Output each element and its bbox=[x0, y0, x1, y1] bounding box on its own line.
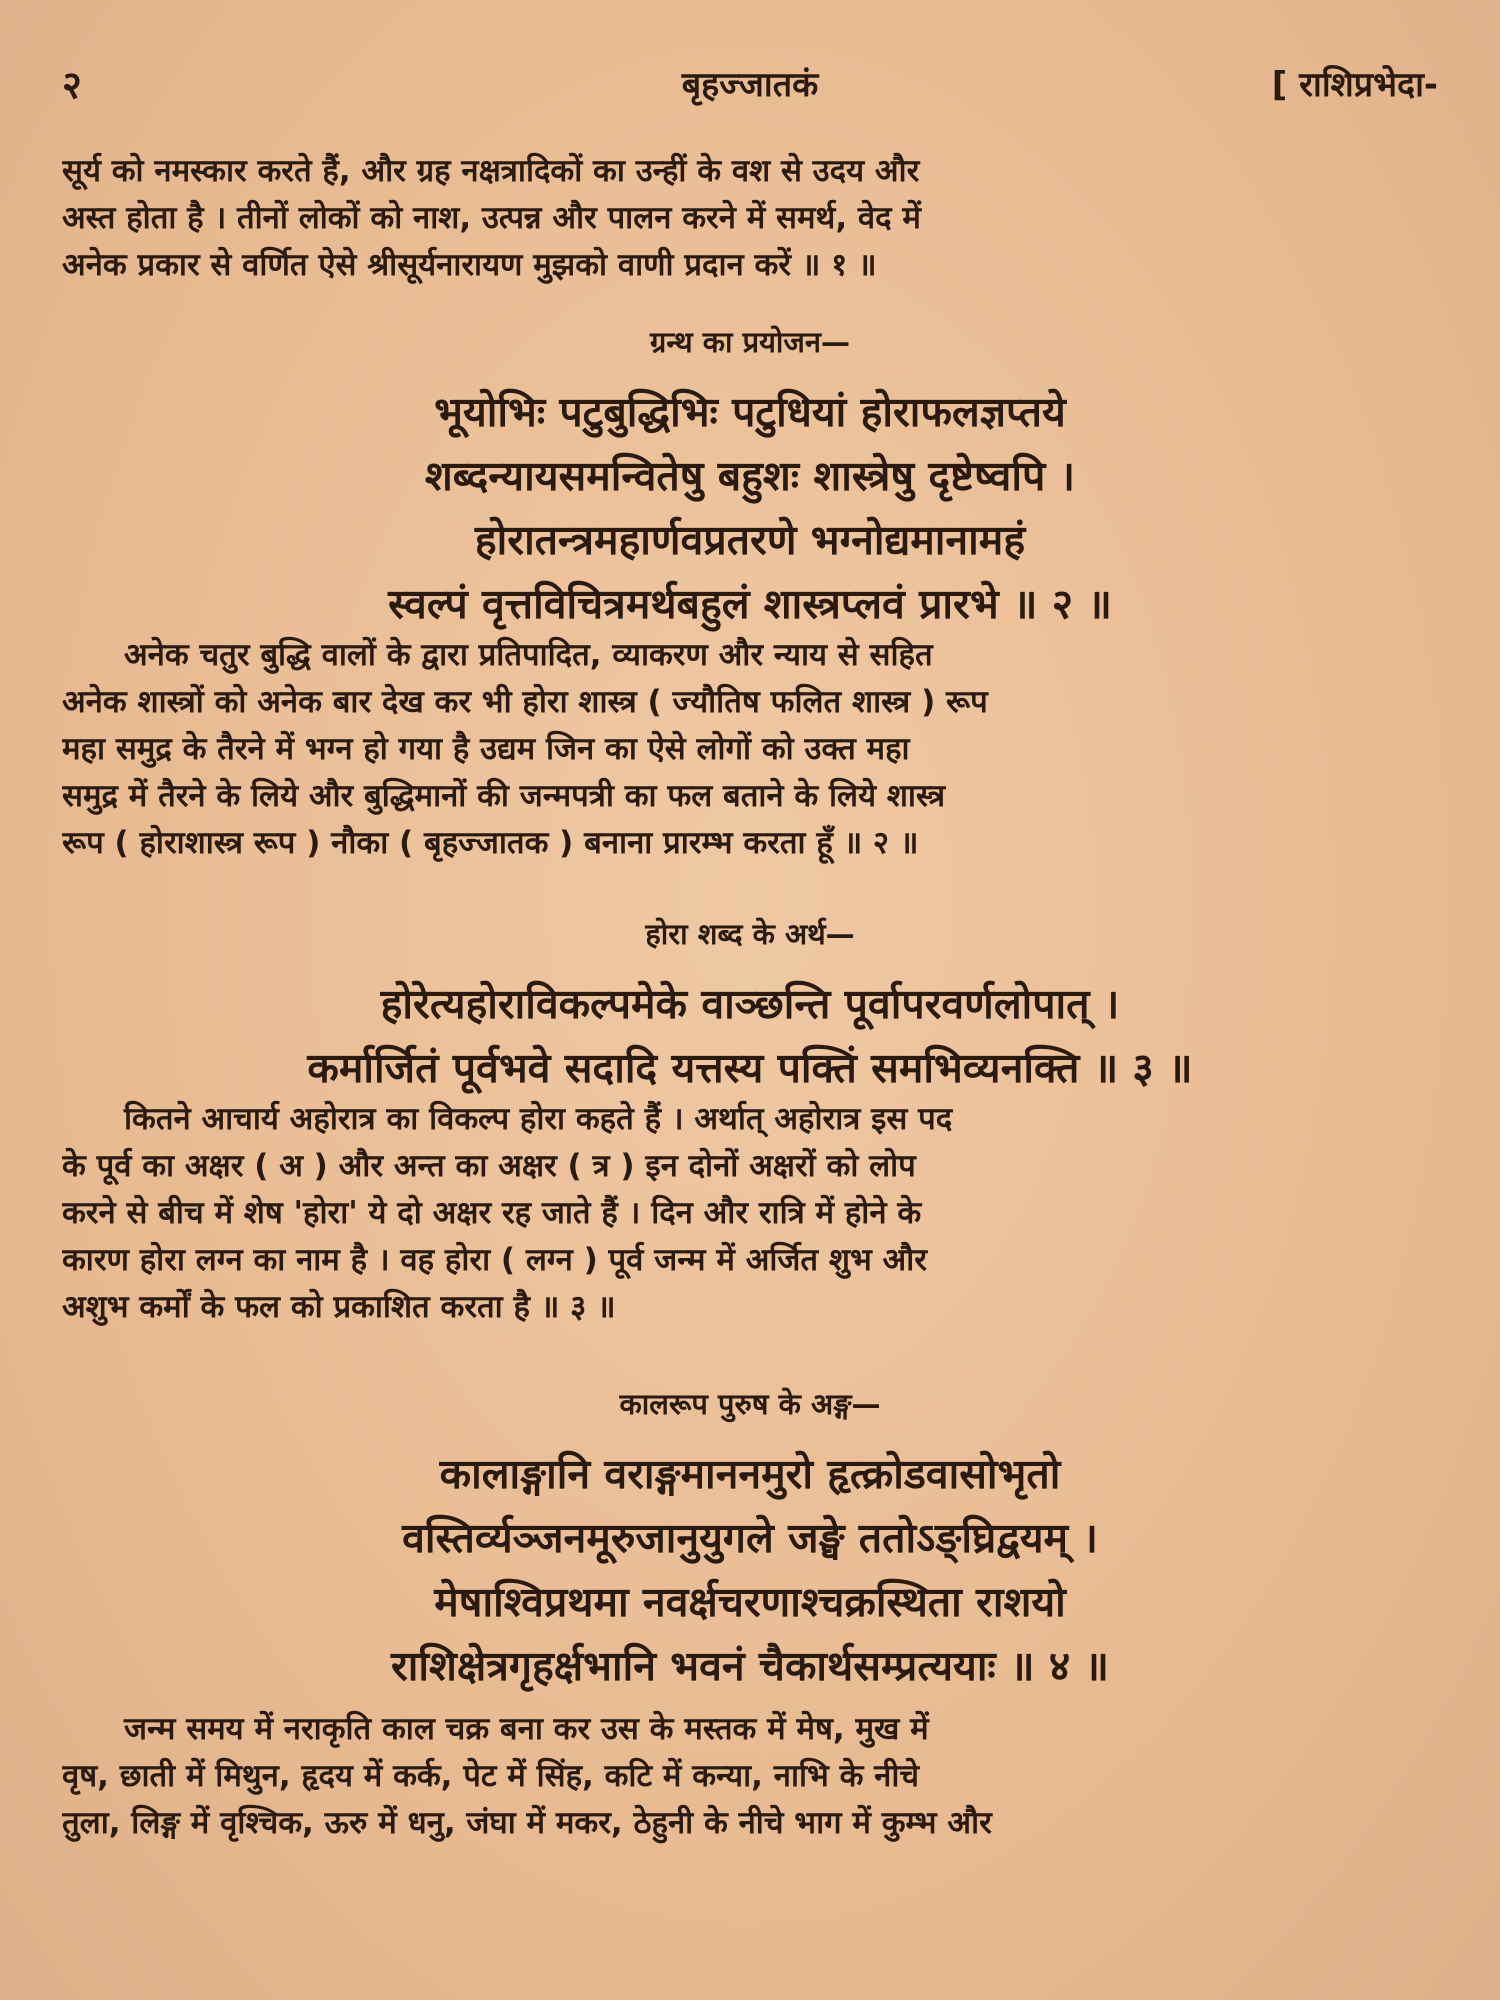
text-line: तुला, लिङ्ग में वृश्चिक, ऊरु में धनु, जंघा में मकर, ठेहुनी के नीचे भाग में कुम्भ और bbox=[62, 1805, 992, 1841]
text-line: कारण होरा लग्न का नाम है । वह होरा ( लग्न ) पूर्व जन्म में अर्जित शुभ और bbox=[62, 1242, 927, 1278]
text-line: अनेक चतुर बुद्धि वालों के द्वारा प्रतिपादित, व्याकरण और न्याय से सहित bbox=[124, 637, 933, 673]
verse-2 bbox=[62, 380, 1438, 636]
text-line: वृष, छाती में मिथुन, हृदय में कर्क, पेट में सिंह, कटि में कन्या, नाभि के नीचे bbox=[62, 1758, 920, 1794]
paragraph-3 bbox=[62, 1096, 1438, 1331]
verse-line: कालाङ्गानि वराङ्गमाननमुरो हृत्क्रोडवासोभृतो bbox=[439, 1450, 1061, 1498]
verse-line: होरातन्त्रमहार्णवप्रतरणे भग्नोद्यमानामहं bbox=[474, 516, 1026, 564]
paragraph-2 bbox=[62, 632, 1438, 867]
text-line: सूर्य को नमस्कार करते हैं, और ग्रह नक्षत्रादिकों का उन्हीं के वश से उदय और bbox=[62, 153, 920, 189]
section-heading: होरा शब्द के अर्थ— bbox=[645, 917, 855, 951]
section-heading: ग्रन्थ का प्रयोजन— bbox=[649, 325, 851, 359]
text-line: अस्त होता है । तीनों लोकों को नाश, उत्पन्न और पालन करने में समर्थ, वेद में bbox=[62, 200, 921, 236]
text-line: के पूर्व का अक्षर ( अ ) और अन्त का अक्षर ( त्र ) इन दोनों अक्षरों को लोप bbox=[62, 1148, 916, 1184]
verse-3 bbox=[62, 972, 1438, 1100]
verse-line: राशिक्षेत्रगृहर्क्षभानि भवनं चैकार्थसम्प्रत्ययाः ॥ ४ ॥ bbox=[391, 1642, 1109, 1690]
paragraph-1 bbox=[62, 148, 1438, 289]
text-line: अनेक शास्त्रों को अनेक बार देख कर भी होरा शास्त्र ( ज्यौतिष फलित शास्त्र ) रूप bbox=[62, 684, 988, 720]
text-line: महा समुद्र के तैरने में भग्न हो गया है उद्यम जिन का ऐसे लोगों को उक्त महा bbox=[62, 731, 910, 767]
verse-4 bbox=[62, 1442, 1438, 1698]
text-line: अनेक प्रकार से वर्णित ऐसे श्रीसूर्यनारायण मुझको वाणी प्रदान करें ॥ १ ॥ bbox=[62, 247, 877, 283]
verse-line: वस्तिर्व्यञ्जनमूरुजानुयुगले जङ्घे ततोऽङ्घ्रिद्वयम् । bbox=[402, 1514, 1098, 1562]
page-header bbox=[62, 58, 1438, 108]
text-line: अशुभ कर्मों के फल को प्रकाशित करता है ॥ ३ ॥ bbox=[62, 1289, 616, 1325]
verse-line: कर्मार्जितं पूर्वभवे सदादि यत्तस्य पक्तिं समभिव्यनक्ति ॥ ३ ॥ bbox=[307, 1044, 1193, 1092]
verse-line: मेषाश्विप्रथमा नवर्क्षचरणाश्चक्रस्थिता राशयो bbox=[434, 1578, 1066, 1626]
section-heading: कालरूप पुरुष के अङ्ग— bbox=[619, 1387, 881, 1421]
text-line: जन्म समय में नराकृति काल चक्र बना कर उस के मस्तक में मेष, मुख में bbox=[124, 1711, 929, 1747]
verse-line: स्वल्पं वृत्तविचित्रमर्थबहुलं शास्त्रप्लवं प्रारभे ॥ २ ॥ bbox=[388, 580, 1112, 628]
paragraph-4 bbox=[62, 1706, 1438, 1847]
verse-line: होरेत्यहोराविकल्पमेके वाञ्छन्ति पूर्वापरवर्णलोपात् । bbox=[380, 980, 1120, 1028]
verse-line: शब्दन्यायसमन्वितेषु बहुशः शास्त्रेषु दृष्टेष्वपि । bbox=[424, 452, 1076, 500]
text-line: रूप ( होराशास्त्र रूप ) नौका ( बृहज्जातक ) बनाना प्रारम्भ करता हूँ ॥ २ ॥ bbox=[62, 825, 919, 861]
book-title: बृहज्जातकं bbox=[681, 65, 819, 105]
section-title: [ राशिप्रभेदा- bbox=[1271, 65, 1438, 105]
page-number: २ bbox=[62, 63, 82, 107]
text-line: कितने आचार्य अहोरात्र का विकल्प होरा कहते हैं । अर्थात् अहोरात्र इस पद bbox=[124, 1101, 953, 1137]
text-line: समुद्र में तैरने के लिये और बुद्धिमानों की जन्मपत्री का फल बताने के लिये शास्त्र bbox=[62, 778, 946, 814]
text-line: करने से बीच में शेष 'होरा' ये दो अक्षर रह जाते हैं । दिन और रात्रि में होने के bbox=[62, 1195, 922, 1231]
verse-line: भूयोभिः पटुबुद्धिभिः पटुधियां होराफलज्ञप्तये bbox=[434, 388, 1066, 436]
